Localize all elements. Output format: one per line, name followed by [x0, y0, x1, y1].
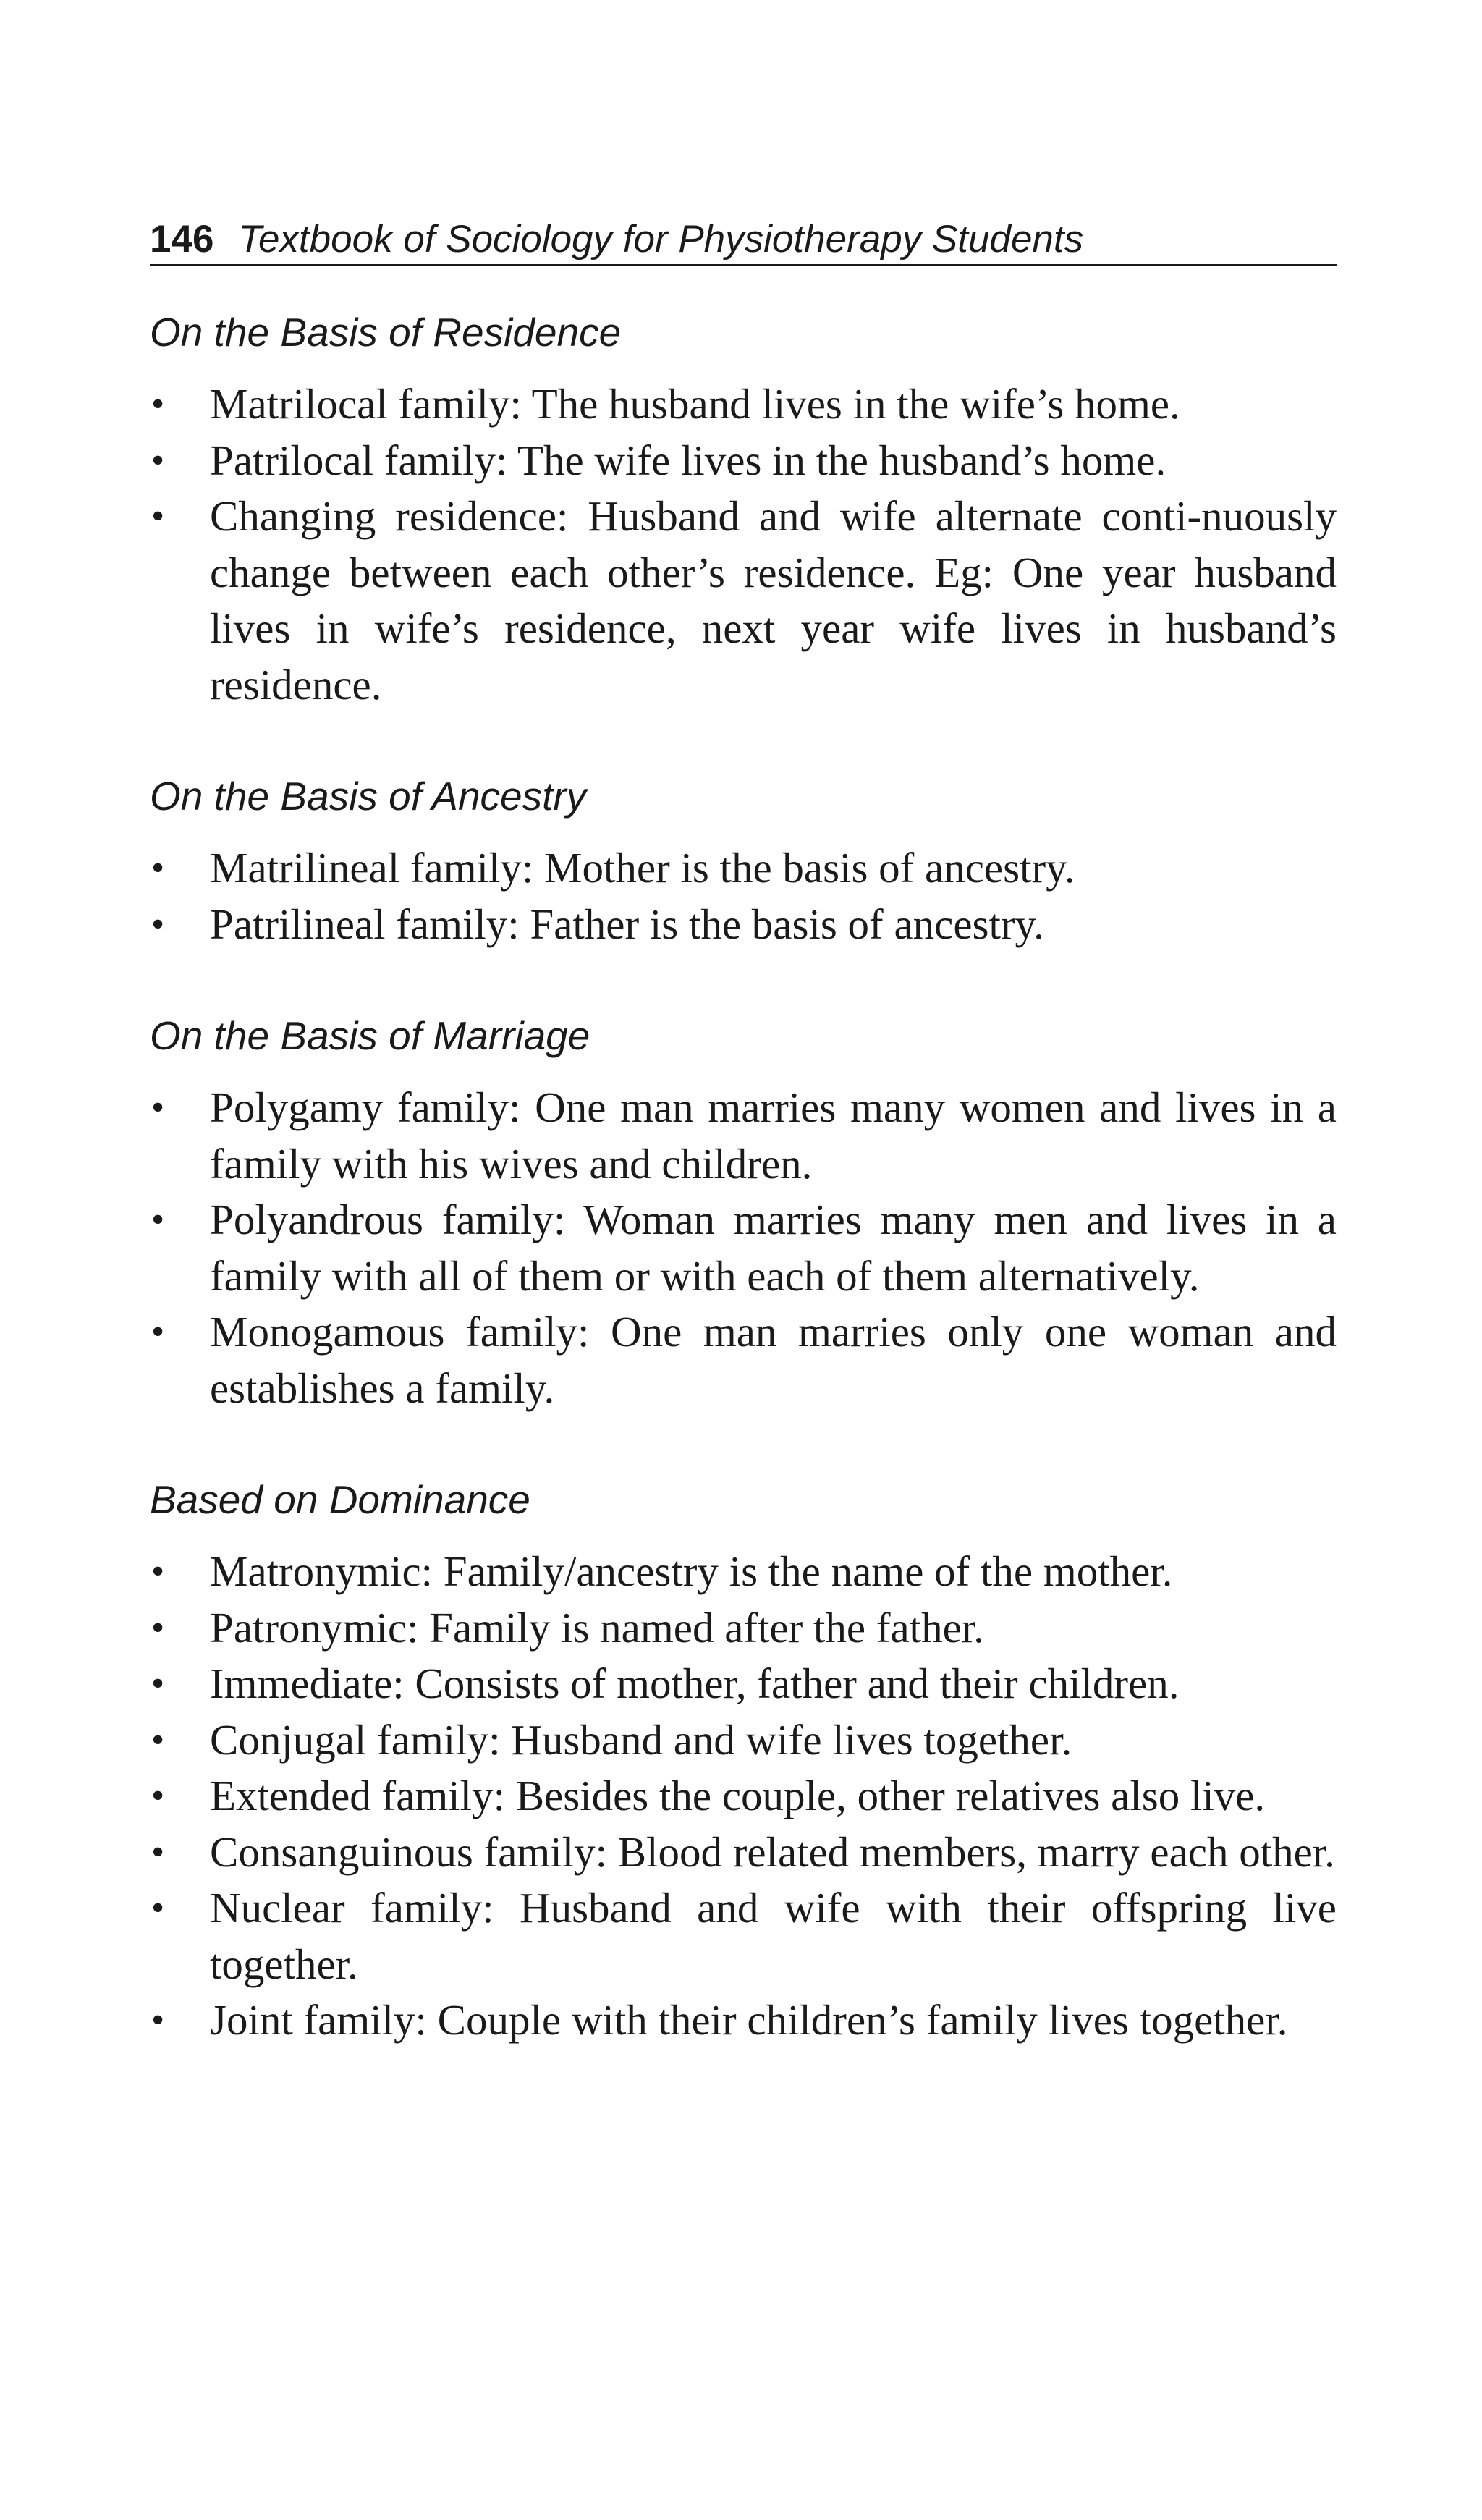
bullet-icon: • — [151, 1551, 165, 1592]
section-dominance — [150, 1477, 1337, 2049]
running-header — [150, 210, 1337, 266]
bullet-icon: • — [151, 1831, 165, 1873]
bullet-list — [150, 1544, 1337, 2049]
bullet-list — [150, 1080, 1337, 1416]
bullet-icon: • — [151, 1719, 165, 1761]
list-item — [150, 1880, 1337, 1992]
section-ancestry — [150, 774, 1337, 952]
bullet-icon: • — [151, 903, 165, 945]
list-item — [150, 1825, 1337, 1881]
list-item-text: Matrilineal family: Mother is the basis of ancestry. — [210, 844, 1075, 892]
list-item — [150, 433, 1337, 489]
bullet-icon: • — [151, 1199, 165, 1240]
list-item — [150, 489, 1337, 713]
book-title: Textbook of Sociology for Physiotherapy Students — [238, 218, 1084, 261]
list-item — [150, 840, 1337, 897]
list-item — [150, 1656, 1337, 1712]
bullet-icon: • — [151, 1663, 165, 1704]
bullet-list — [150, 840, 1337, 952]
list-item-text: Polygamy family: One man marries many women and lives in a family with his wives and children. — [210, 1083, 1337, 1188]
bullet-icon: • — [151, 439, 165, 481]
list-item — [150, 1992, 1337, 2049]
section-marriage — [150, 1013, 1337, 1416]
list-item — [150, 1768, 1337, 1825]
bullet-list — [150, 376, 1337, 713]
list-item-text: Patronymic: Family is named after the father. — [210, 1603, 984, 1652]
list-item — [150, 1600, 1337, 1657]
list-item-text: Polyandrous family: Woman marries many men and lives in a family with all of them or with each of them alternatively. — [210, 1196, 1337, 1300]
list-item-text: Extended family: Besides the couple, other relatives also live. — [210, 1772, 1266, 1819]
list-item-text: Conjugal family: Husband and wife lives together. — [210, 1715, 1072, 1764]
list-item-text: Patrilocal family: The wife lives in the husband’s home. — [210, 436, 1166, 484]
list-item — [150, 1080, 1337, 1192]
bullet-icon: • — [151, 847, 165, 889]
section-heading: On the Basis of Marriage — [150, 1013, 590, 1058]
list-item-text: Monogamous family: One man marries only one woman and establishes a family. — [210, 1308, 1337, 1412]
bullet-icon: • — [151, 1087, 165, 1128]
list-item-text: Matrilocal family: The husband lives in the wife’s home. — [210, 380, 1180, 428]
bullet-icon: • — [151, 1311, 165, 1353]
list-item-text: Nuclear family: Husband and wife with their offspring live together. — [210, 1884, 1337, 1988]
list-item-text: Immediate: Consists of mother, father and their children. — [210, 1659, 1180, 1707]
list-item — [150, 897, 1337, 953]
list-item — [150, 1304, 1337, 1416]
bullet-icon: • — [151, 496, 165, 537]
list-item-text: Changing residence: Husband and wife alternate conti-nuously change between each other’s residence. Eg: One year husband lives in wife’s residence, next year wife lives in husband’s residence. — [210, 492, 1337, 709]
list-item-text: Patrilineal family: Father is the basis of ancestry. — [210, 900, 1044, 948]
bullet-icon: • — [151, 2000, 165, 2041]
bullet-icon: • — [151, 1887, 165, 1929]
book-page — [150, 210, 1337, 2049]
list-item-text: Joint family: Couple with their children’s family lives together. — [210, 1996, 1288, 2044]
list-item — [150, 1544, 1337, 1600]
section-heading: On the Basis of Residence — [150, 310, 622, 355]
bullet-icon: • — [151, 384, 165, 425]
list-item — [150, 1712, 1337, 1769]
list-item — [150, 1192, 1337, 1304]
list-item-text: Consanguinous family: Blood related members, marry each other. — [210, 1827, 1335, 1876]
bullet-icon: • — [151, 1775, 165, 1817]
page-number: 146 — [150, 218, 214, 261]
section-heading: Based on Dominance — [150, 1477, 530, 1522]
section-heading: On the Basis of Ancestry — [150, 774, 587, 819]
bullet-icon: • — [151, 1607, 165, 1649]
section-residence — [150, 310, 1337, 713]
list-item — [150, 376, 1337, 433]
list-item-text: Matronymic: Family/ancestry is the name of the mother. — [210, 1547, 1173, 1595]
